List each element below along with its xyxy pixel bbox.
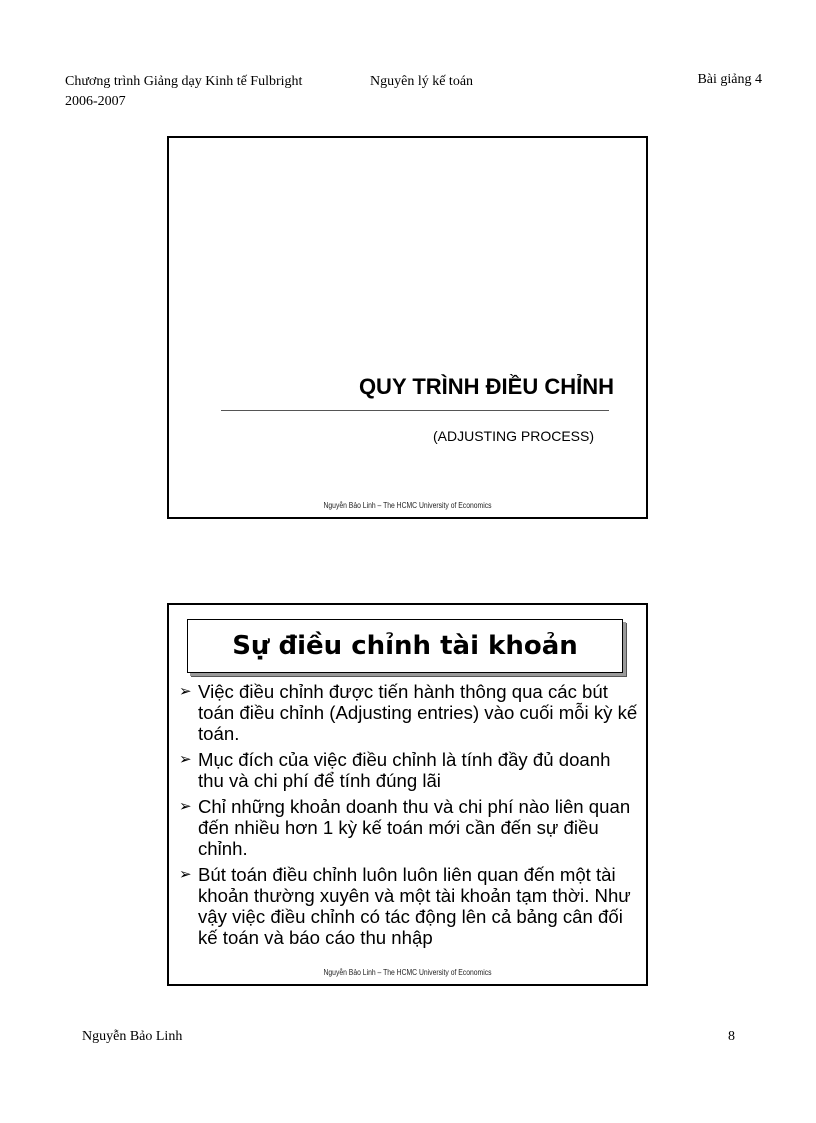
list-item (177, 864, 639, 948)
header-year: 2006-2007 (65, 94, 126, 109)
slide-title-heading: QUY TRÌNH ĐIỀU CHỈNH (358, 374, 614, 399)
slide-footer: Nguyễn Bảo Linh – The HCMC University of Economics (323, 501, 492, 510)
page-number: 8 (728, 1029, 735, 1044)
footer-author: Nguyễn Bảo Linh (82, 1029, 183, 1044)
list-item (177, 749, 639, 791)
slide-footer: Nguyễn Bảo Linh – The HCMC University of Economics (323, 968, 492, 977)
arrow-bullet-icon: ➢ (179, 751, 192, 768)
list-item (177, 796, 639, 859)
slide-heading: Sự điều chỉnh tài khoản (232, 631, 578, 661)
slide-title-subheading: (ADJUSTING PROCESS) (432, 428, 594, 444)
header-program: Chương trình Giảng dạy Kinh tế Fulbright (65, 74, 303, 89)
list-item (177, 681, 639, 744)
header-lecture: Bài giảng 4 (697, 72, 762, 87)
list-item-text: Việc điều chỉnh được tiến hành thông qua các bút toán điều chỉnh (Adjusting entries) vào cuối mỗi kỳ kế toán. (198, 681, 638, 744)
list-item-text: Bút toán điều chỉnh luôn luôn liên quan đến một tài khoản thường xuyên và một tài khoản tạm thời. Như vậy việc điều chỉnh có tác động lên cả bảng cân đối kế toán và báo cáo thu nhập (198, 864, 631, 948)
slide-title-divider (221, 410, 609, 411)
header-course: Nguyên lý kế toán (370, 74, 474, 89)
arrow-bullet-icon: ➢ (179, 798, 192, 815)
list-item-text: Chỉ những khoản doanh thu và chi phí nào liên quan đến nhiều hơn 1 kỳ kế toán mới cần đến sự điều chỉnh. (198, 796, 631, 859)
list-item-text: Mục đích của việc điều chỉnh là tính đầy đủ doanh thu và chi phí để tính đúng lãi (198, 749, 611, 791)
arrow-bullet-icon: ➢ (179, 683, 192, 700)
bullet-list (177, 681, 639, 953)
slide-title (167, 136, 648, 519)
arrow-bullet-icon: ➢ (179, 866, 192, 883)
slide-content (167, 603, 648, 986)
slide-heading-box (187, 619, 623, 673)
